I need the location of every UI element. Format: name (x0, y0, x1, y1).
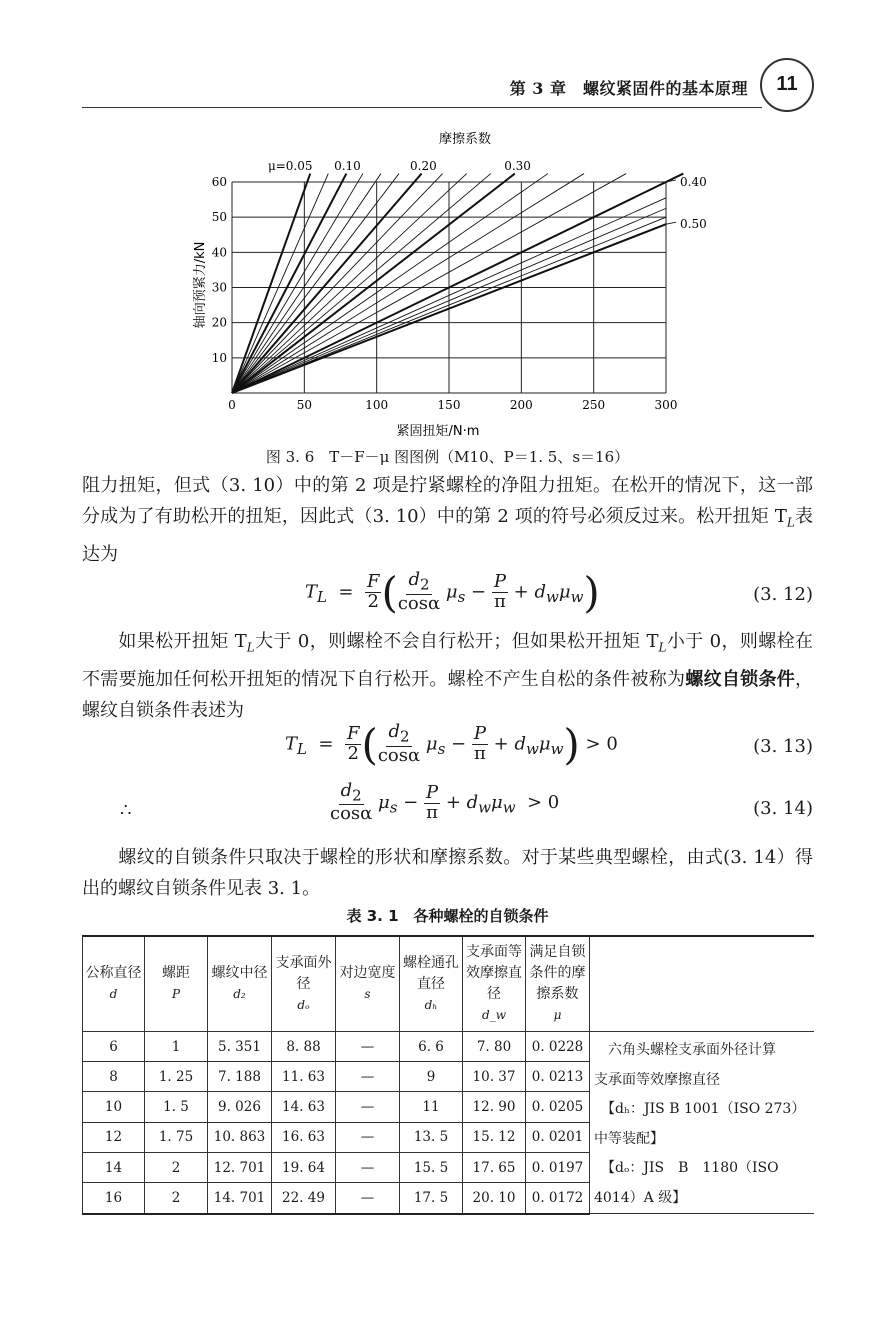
table-cell: 11 (400, 1092, 463, 1122)
series-line (232, 174, 626, 393)
series-label: 0.30 (504, 159, 531, 173)
label-leader (666, 222, 676, 224)
table-cell: — (336, 1032, 400, 1062)
table-cell: 2 (145, 1183, 208, 1214)
series-line (232, 174, 467, 393)
table-cell: — (336, 1152, 400, 1182)
equation-number: (3. 12) (753, 584, 813, 605)
therefore-symbol: ∴ (120, 800, 132, 821)
table-cell: 19. 64 (272, 1152, 336, 1182)
table-note: 六角头螺栓支承面外径计算 支承面等效摩擦直径 【dₕ：JIS B 1001（ISO 273） 中等装配】 【dₒ：JIS B 1180（ISO 4014）A 级】 (590, 1032, 815, 1214)
column-header: 满足自锁条件的摩擦系数 μ (526, 936, 590, 1032)
table-cell: — (336, 1122, 400, 1152)
x-tick-label: 150 (437, 398, 461, 412)
column-header: 螺栓通孔直径 dₕ (400, 936, 463, 1032)
table-cell: 0. 0205 (526, 1092, 590, 1122)
torque-force-chart (180, 125, 720, 445)
series-label: 0.40 (680, 175, 707, 189)
table-cell: 1. 5 (145, 1092, 208, 1122)
paragraph-3: 螺纹的自锁条件只取决于螺栓的形状和摩擦系数。对于某些典型螺栓，由式(3. 14）得出的螺纹自锁条件见表 3. 1。 (82, 847, 813, 899)
table-cell: — (336, 1092, 400, 1122)
table-cell: 1. 25 (145, 1062, 208, 1092)
chapter-title: 第 3 章 螺纹紧固件的基本原理 (509, 79, 748, 98)
column-header: 螺距 P (145, 936, 208, 1032)
x-tick-label: 200 (509, 398, 533, 412)
column-header: 对边宽度 s (336, 936, 400, 1032)
y-tick-label: 30 (211, 280, 227, 295)
series-label: μ=0.05 (267, 159, 313, 173)
series-label: 0.50 (680, 217, 707, 232)
chart-y-label: 轴向预紧力/kN (193, 241, 208, 329)
table-cell: 7. 80 (463, 1032, 526, 1062)
table-cell: 2 (145, 1152, 208, 1182)
table-cell: 22. 49 (272, 1183, 336, 1214)
table-cell: 9. 026 (208, 1092, 272, 1122)
column-header: 支承面外径 dₒ (272, 936, 336, 1032)
paragraph-2: 如果松开扭矩 $T_L$大于 0，则螺栓不会自行松开；但如果松开扭矩 $T_L$小于 0，则螺栓在不需要施加任何松开扭矩的情况下自行松开。螺栓不产生自松的条件被称为螺纹自锁条件，螺纹自锁条件表述为 (82, 631, 814, 721)
column-header: 螺纹中径 d₂ (208, 936, 272, 1032)
table-cell: — (336, 1183, 400, 1214)
page-number: 11 (760, 58, 814, 112)
equation-number: (3. 14) (753, 798, 813, 819)
table-cell: 16 (83, 1183, 145, 1214)
series-line (232, 174, 548, 393)
equation-3-14: ∴ $\frac{d_2}{\cos\alpha}$ $\mu_s$ − $\frac{P}{\pi}$ + $d_w\mu_w > 0$ (3. 14) (120, 780, 813, 825)
x-tick-label: 0 (228, 398, 236, 412)
table-cell: 1 (145, 1032, 208, 1062)
series-label: 0.20 (410, 159, 437, 173)
table-cell: 8. 88 (272, 1032, 336, 1062)
table-cell: 15. 12 (463, 1122, 526, 1152)
table-cell: — (336, 1062, 400, 1092)
series-line (232, 174, 422, 393)
x-tick-label: 250 (582, 398, 606, 412)
equation-3-13: $T_L$ = $\frac{F}{2}$ ( $\frac{d_2}{\cos\alpha}$ $\mu_s$ − $\frac{P}{\pi}$ + $d_w\mu_w) > 0$ (3. 13) (285, 720, 813, 769)
table-cell: 7. 188 (208, 1062, 272, 1092)
table-cell: 0. 0201 (526, 1122, 590, 1152)
table-cell: 14. 701 (208, 1183, 272, 1214)
series-line (232, 174, 443, 393)
equation-3-12: $T_L$ = $\frac{F}{2}$ ( $\frac{d_2}{\cos\alpha}$ $\mu_s$ − $\frac{P}{\pi}$ + $d_w\mu_w$) (3. 12) (305, 568, 813, 617)
table-cell: 8 (83, 1062, 145, 1092)
table-cell: 1. 75 (145, 1122, 208, 1152)
table-cell: 17. 5 (400, 1183, 463, 1214)
table-cell: 10 (83, 1092, 145, 1122)
y-tick-label: 10 (211, 350, 227, 365)
table-cell: 0. 0197 (526, 1152, 590, 1182)
table-cell: 20. 10 (463, 1183, 526, 1214)
table-cell: 11. 63 (272, 1062, 336, 1092)
y-tick-label: 40 (211, 245, 227, 260)
table-cell: 5. 351 (208, 1032, 272, 1062)
table-cell: 0. 0213 (526, 1062, 590, 1092)
equation-number: (3. 13) (753, 736, 813, 757)
series-label: 0.10 (334, 159, 361, 173)
table-cell: 10. 37 (463, 1062, 526, 1092)
table-cell: 14 (83, 1152, 145, 1182)
x-tick-label: 50 (296, 398, 312, 412)
table-cell: 9 (400, 1062, 463, 1092)
chart-x-label: 紧固扭矩/N·m (396, 424, 480, 439)
note-column-header (590, 936, 815, 1032)
header-divider (82, 107, 762, 108)
table-cell: 13. 5 (400, 1122, 463, 1152)
y-tick-label: 20 (211, 315, 227, 330)
series-line (232, 174, 584, 393)
table-cell: 10. 863 (208, 1122, 272, 1152)
column-header: 支承面等效摩擦直径 d_w (463, 936, 526, 1032)
table-cell: 0. 0172 (526, 1183, 590, 1214)
x-tick-label: 100 (365, 398, 389, 412)
y-tick-label: 50 (211, 210, 227, 225)
column-header: 公称直径 d (83, 936, 145, 1032)
paragraph-1: 阻力扭矩，但式（3. 10）中的第 2 项是拧紧螺栓的净阻力扭矩。在松开的情况下，这一部分成为了有助松开的扭矩，因此式（3. 10）中的第 2 项的符号必须反过来。松开扭矩 $T_L$表达为 (82, 475, 814, 565)
x-tick-label: 300 (654, 398, 678, 412)
table-row (83, 1032, 815, 1062)
table-cell: 6 (83, 1032, 145, 1062)
table-cell: 6. 6 (400, 1032, 463, 1062)
table-cell: 16. 63 (272, 1122, 336, 1152)
table-cell: 17. 65 (463, 1152, 526, 1182)
table-cell: 12. 701 (208, 1152, 272, 1182)
table-header-row (83, 936, 815, 1032)
y-tick-label: 60 (211, 175, 227, 189)
table-cell: 12 (83, 1122, 145, 1152)
self-locking-table (82, 935, 814, 1215)
series-line (232, 174, 683, 393)
table-cell: 14. 63 (272, 1092, 336, 1122)
figure-caption: 图 3. 6 T－F－μ 图图例（M10、P＝1. 5、s＝16） (265, 448, 630, 466)
chart-series-lines (232, 174, 683, 393)
series-line (232, 174, 346, 393)
table-caption: 表 3. 1 各种螺栓的自锁条件 (346, 907, 549, 925)
chart-title: 摩擦系数 (438, 132, 492, 147)
table-cell: 12. 90 (463, 1092, 526, 1122)
table-cell: 15. 5 (400, 1152, 463, 1182)
series-line (232, 174, 381, 393)
table-cell: 0. 0228 (526, 1032, 590, 1062)
